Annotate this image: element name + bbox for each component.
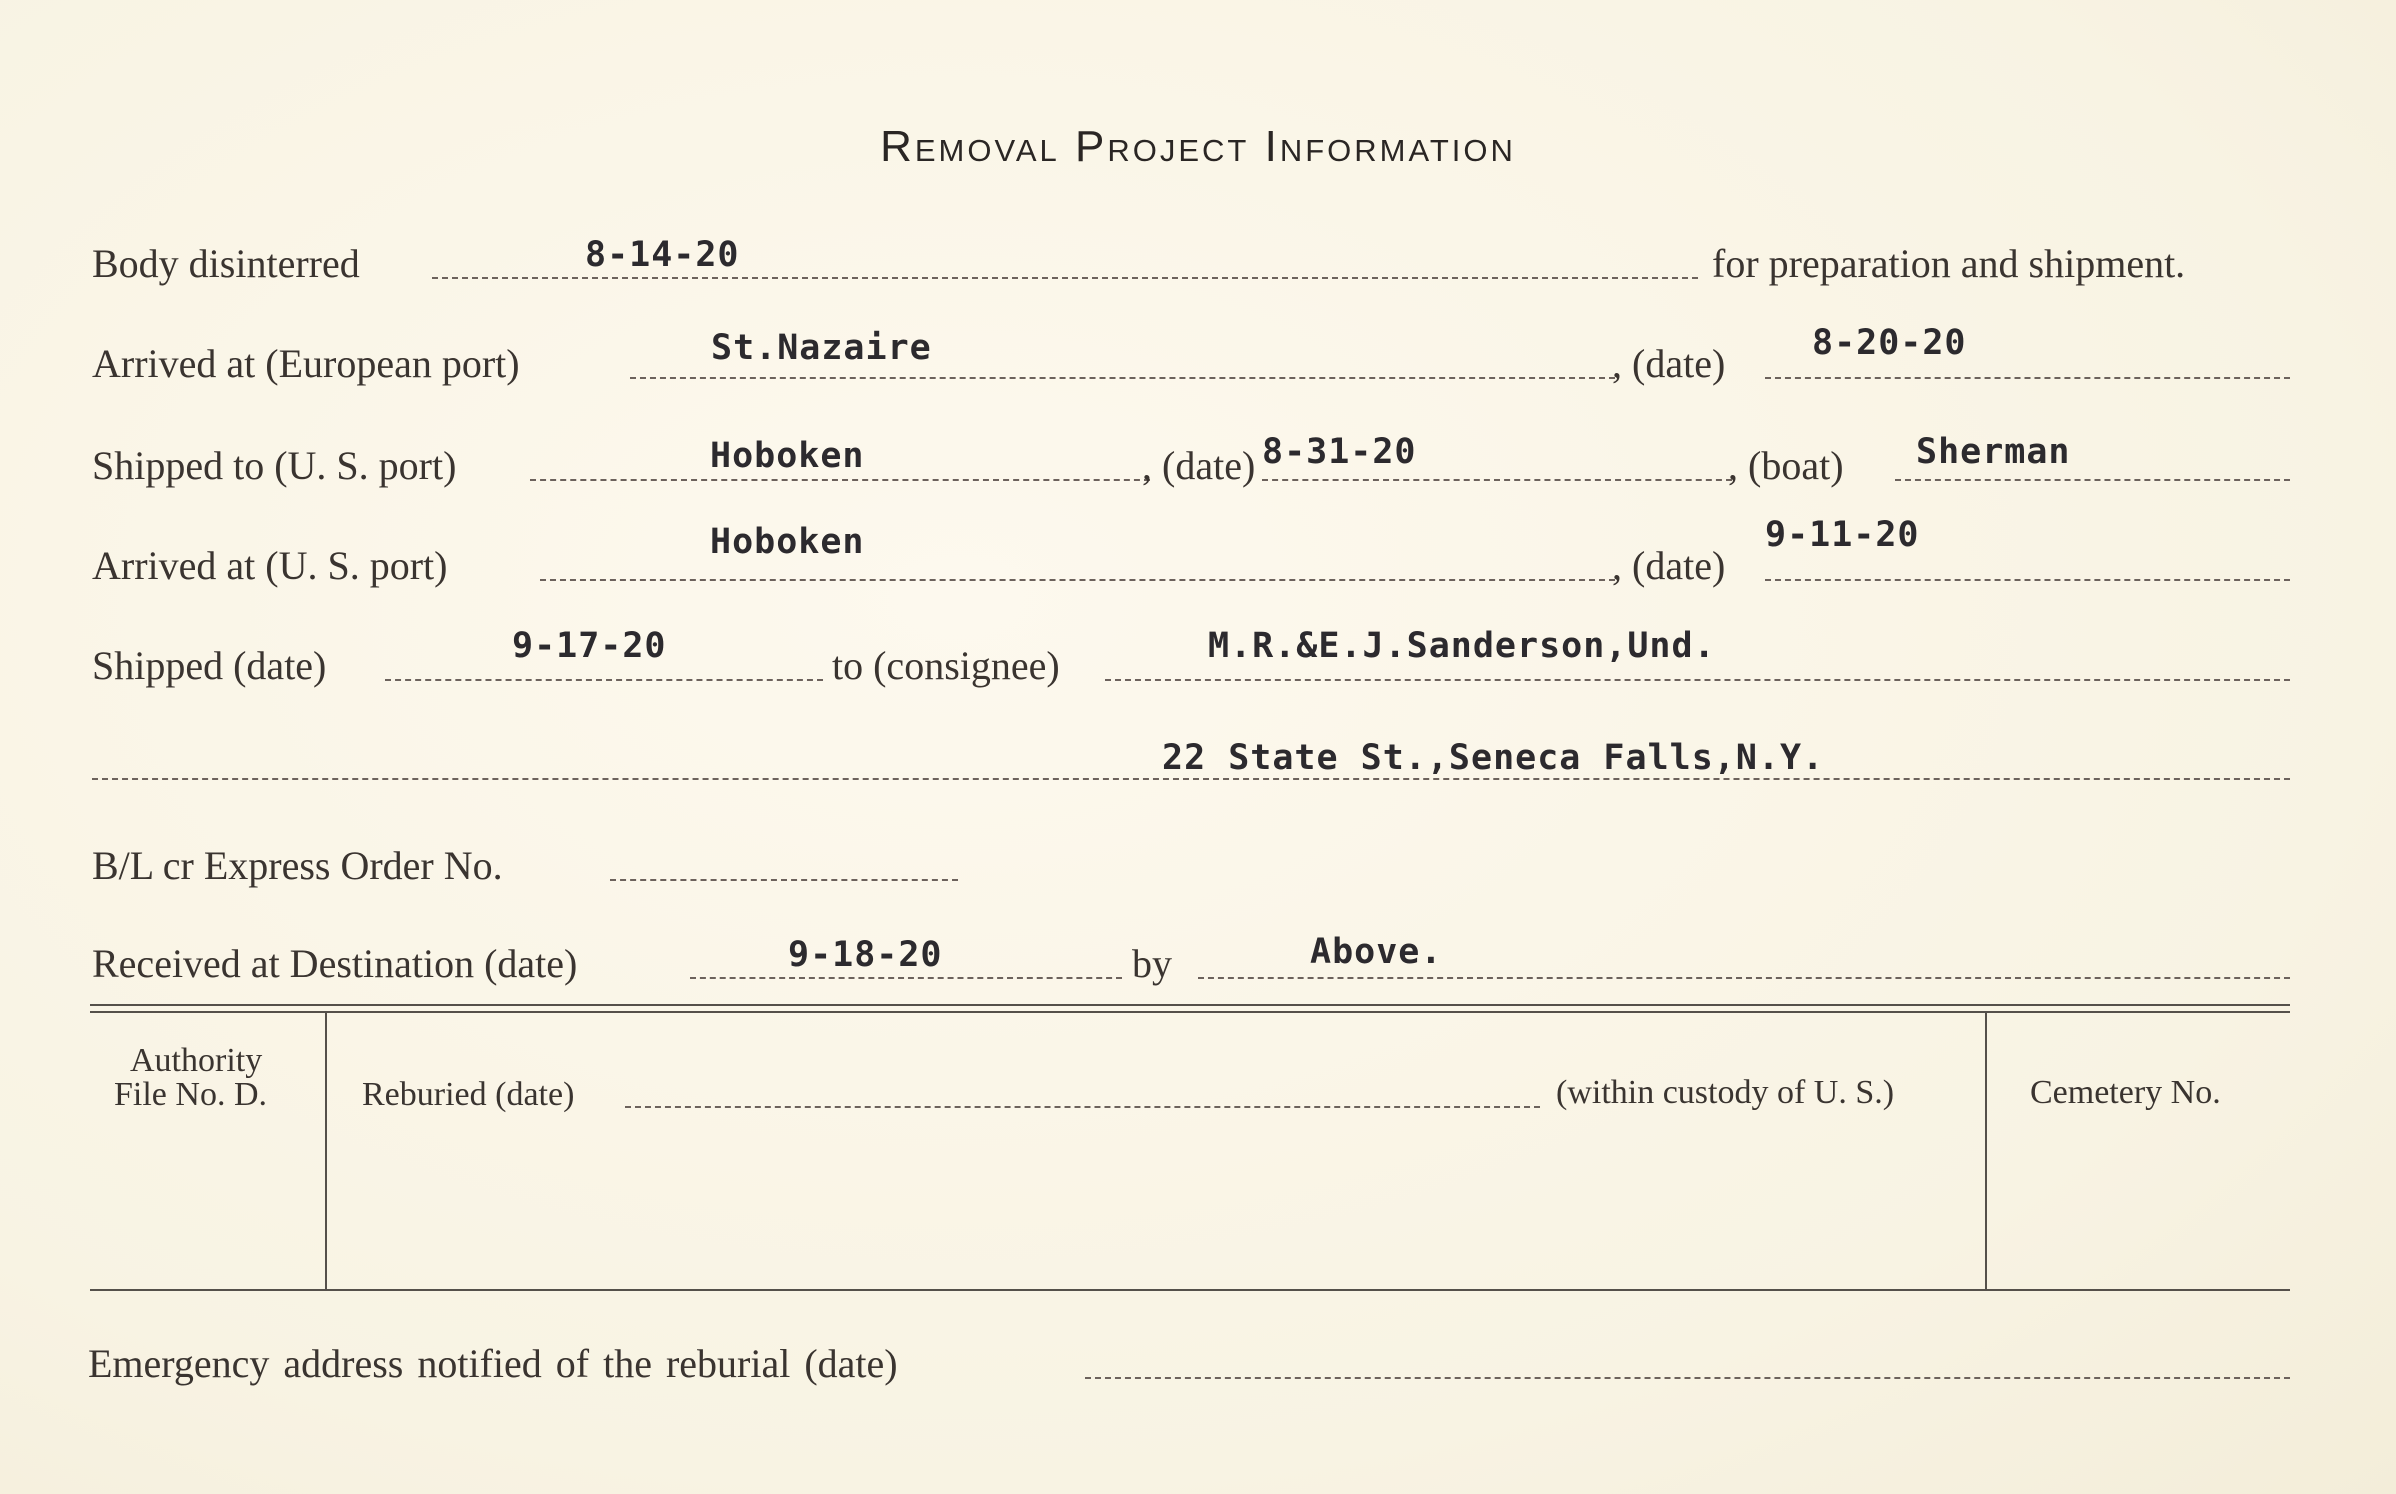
line-reburied-date [625,1106,1540,1108]
line-received-date [690,977,1122,979]
line-boat [1895,479,2290,481]
line-received-by [1198,977,2290,979]
label-shipped-to-us-port: Shipped to (U. S. port) [92,443,457,488]
line-arrived-us-port [540,579,1615,581]
label-boat: , (boat) [1728,443,1844,488]
value-shipped-to-port: Hoboken [710,436,865,476]
value-received-date: 9-18-20 [788,935,943,975]
box-divider-left [325,1013,327,1289]
value-boat: Sherman [1916,432,2071,472]
label-received-destination: Received at Destination (date) [92,941,578,986]
label-arrived-european-date: , (date) [1612,341,1726,386]
line-european-date [1765,377,2290,379]
label-received-by: by [1132,941,1172,986]
value-arrived-us-date: 9-11-20 [1765,515,1920,555]
line-shipped-to-date [1262,479,1732,481]
label-reburied-date: Reburied (date) [362,1076,575,1113]
value-european-port: St.Nazaire [711,328,932,368]
line-bl-express-order [610,879,958,881]
value-received-by: Above. [1310,932,1443,972]
value-shipped-to-date: 8-31-20 [1262,432,1417,472]
label-file-no: File No. D. [114,1076,267,1113]
box-bottom-rule [90,1289,2290,1291]
label-within-custody: (within custody of U. S.) [1556,1074,1895,1111]
label-shipped-to-date: , (date) [1142,443,1256,488]
double-rule-bottom [90,1011,2290,1013]
value-consignee: M.R.&E.J.Sanderson,Und. [1208,626,1716,666]
label-authority: Authority [130,1042,263,1079]
line-arrived-us-date [1765,579,2290,581]
label-emergency-address: Emergency address notified of the reburial (date) [88,1341,898,1386]
line-address [92,778,2290,780]
value-disinterred-date: 8-14-20 [585,235,740,275]
value-shipped-date: 9-17-20 [512,626,667,666]
line-shipped-date [385,679,823,681]
line-consignee [1105,679,2290,681]
line-european-port [630,377,1615,379]
label-arrived-european-port: Arrived at (European port) [92,341,520,386]
line-disinterred [432,277,1698,279]
label-preparation-shipment: for preparation and shipment. [1712,241,2186,286]
label-shipped-date: Shipped (date) [92,643,327,688]
double-rule-top [90,1004,2290,1006]
label-body-disinterred: Body disinterred [92,241,360,286]
line-us-port [530,479,1150,481]
value-consignee-address: 22 State St.,Seneca Falls,N.Y. [1162,738,1825,778]
line-emergency-date [1085,1377,2290,1379]
label-arrived-us-date: , (date) [1612,543,1726,588]
label-bl-express-order: B/L cr Express Order No. [92,843,503,888]
value-arrived-us-port: Hoboken [710,522,865,562]
box-divider-right [1985,1013,1987,1289]
label-consignee: to (consignee) [832,643,1060,688]
value-european-date: 8-20-20 [1812,323,1967,363]
card-title: Removal Project Information [880,122,1516,171]
label-cemetery-no: Cemetery No. [2030,1074,2221,1111]
label-arrived-us-port: Arrived at (U. S. port) [92,543,448,588]
